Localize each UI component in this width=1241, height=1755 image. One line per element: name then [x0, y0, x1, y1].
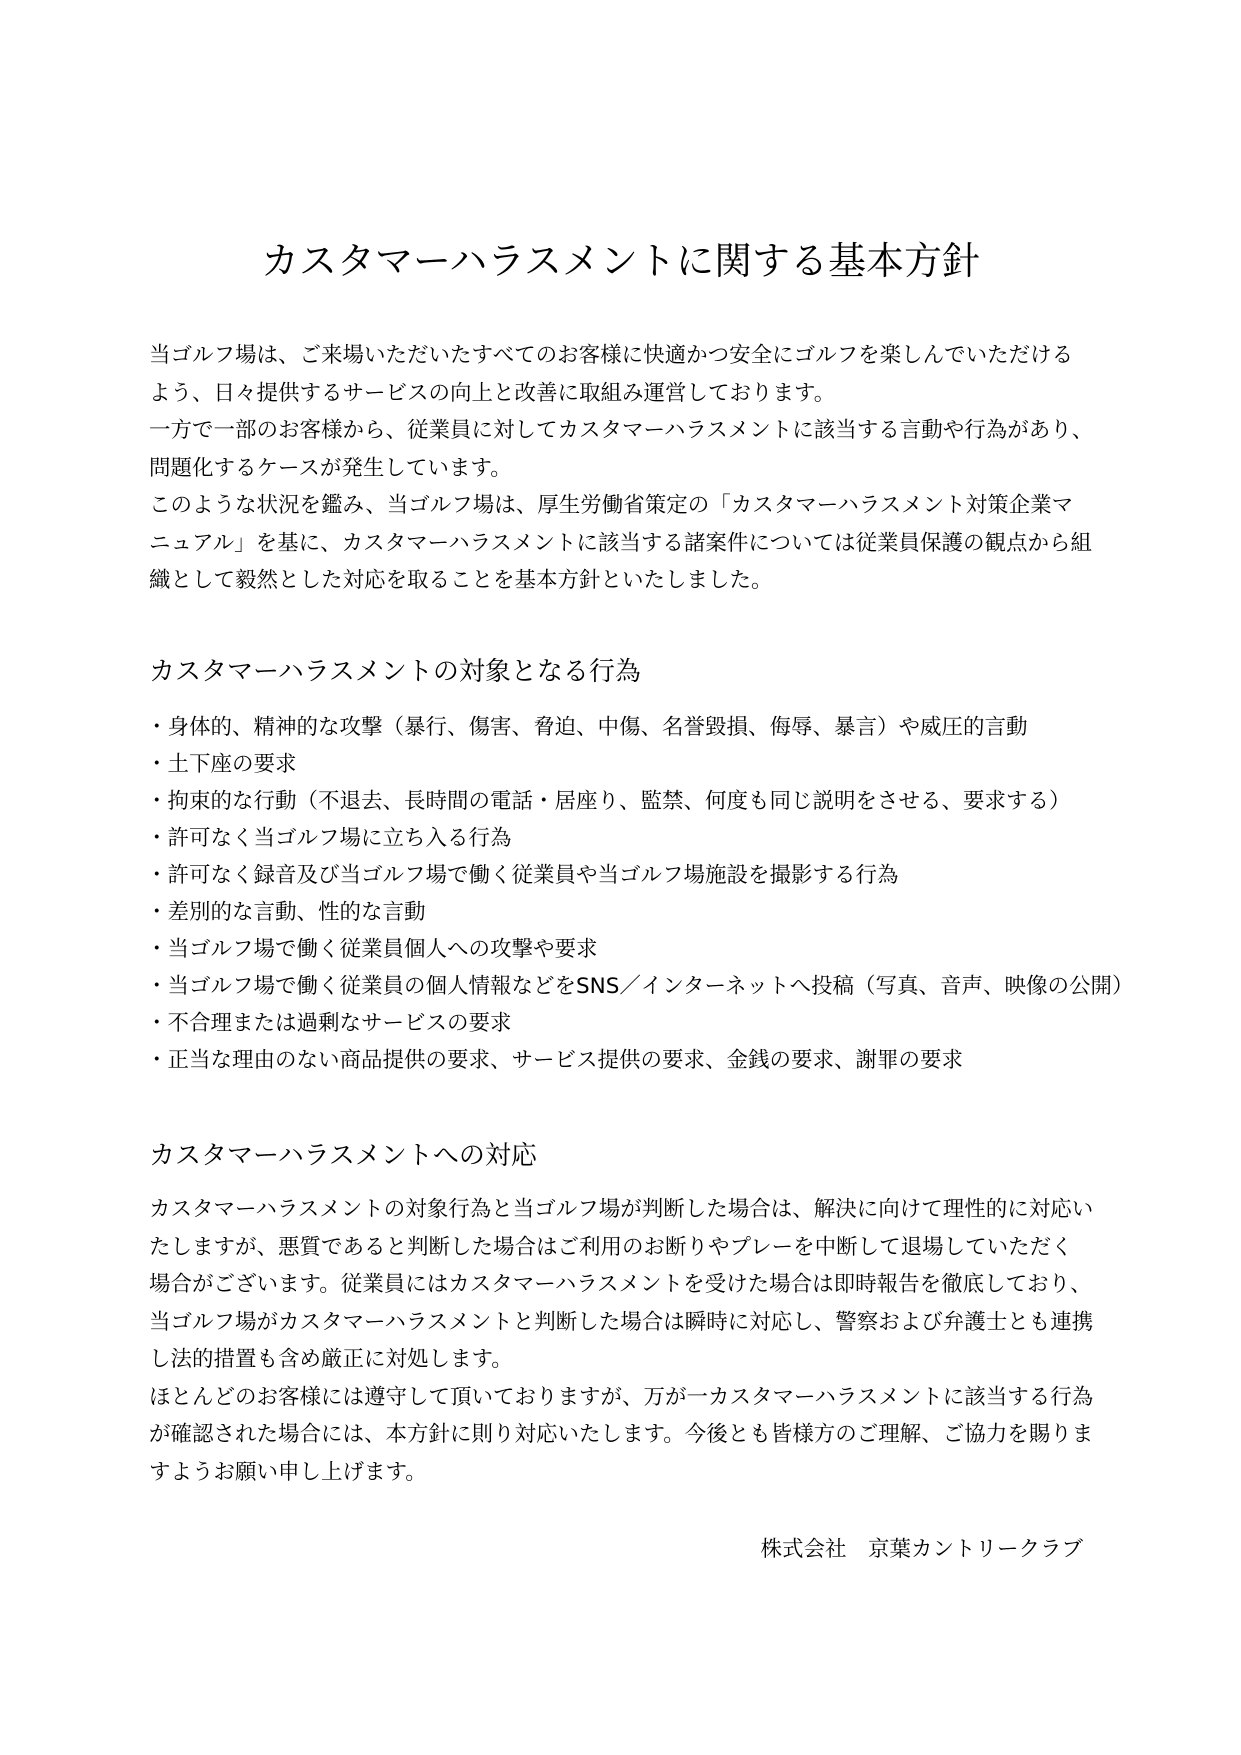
target-acts-list [146, 709, 1134, 1079]
list-item: ・拘束的な行動（不退去、長時間の電話・居座り、監禁、何度も同じ説明をさせる、要求する） [146, 789, 1071, 814]
section-heading-target-acts: カスタマーハラスメントの対象となる行為 [149, 657, 641, 687]
intro-paragraph: このような状況を鑑み、当ゴルフ場は、厚生労働省策定の「カスタマーハラスメント対策企業マニュアル」を基に、カスタマーハラスメントに該当する諸案件については従業員保護の観点から組織として毅然とした対応を取ることを基本方針といたしました。 [149, 493, 1092, 593]
response-paragraph: ほとんどのお客様には遵守して頂いておりますが、万が一カスタマーハラスメントに該当する行為が確認された場合には、本方針に則り対応いたします。今後とも皆様方のご理解、ご協力を賜りますようお願い申し上げます。 [149, 1384, 1094, 1485]
response-paragraph: カスタマーハラスメントの対象行為と当ゴルフ場が判断した場合は、解決に向けて理性的に対応いたしますが、悪質であると判断した場合はご利用のお断りやプレーを中断して退場していただく場合がございます。従業員にはカスタマーハラスメントを受けた場合は即時報告を徹底しており、当ゴルフ場がカスタマーハラスメントと判断した場合は瞬時に対応し、警察および弁護士とも連携し法的措置も含め厳正に対処します。 [149, 1197, 1094, 1372]
company-signature: 株式会社 京葉カントリークラブ [760, 1537, 1083, 1562]
list-item: ・土下座の要求 [146, 752, 297, 777]
intro-paragraph: 一方で一部のお客様から、従業員に対してカスタマーハラスメントに該当する言動や行為があり、問題化するケースが発生しています。 [149, 418, 1094, 481]
list-item: ・身体的、精神的な攻撃（暴行、傷害、脅迫、中傷、名誉毀損、侮辱、暴言）や威圧的言動 [146, 715, 1028, 740]
page-title: カスタマーハラスメントに関する基本方針 [261, 239, 980, 283]
response-section [149, 1191, 1094, 1491]
list-item: ・正当な理由のない商品提供の要求、サービス提供の要求、金銭の要求、謝罪の要求 [146, 1048, 964, 1073]
section-heading-response: カスタマーハラスメントへの対応 [149, 1141, 537, 1171]
list-item: ・許可なく録音及び当ゴルフ場で働く従業員や当ゴルフ場施設を撮影する行為 [146, 863, 899, 888]
list-item: ・当ゴルフ場で働く従業員個人への攻撃や要求 [146, 937, 598, 962]
list-item: ・当ゴルフ場で働く従業員の個人情報などをSNS／インターネットへ投稿（写真、音声、映像の公開） [146, 974, 1134, 999]
intro-section [149, 337, 1094, 600]
list-item: ・差別的な言動、性的な言動 [146, 900, 426, 925]
list-item: ・許可なく当ゴルフ場に立ち入る行為 [146, 826, 512, 851]
list-item: ・不合理または過剰なサービスの要求 [146, 1011, 512, 1036]
intro-paragraph: 当ゴルフ場は、ご来場いただいたすべてのお客様に快適かつ安全にゴルフを楽しんでいただけるよう、日々提供するサービスの向上と改善に取組み運営しております。 [149, 343, 1074, 406]
